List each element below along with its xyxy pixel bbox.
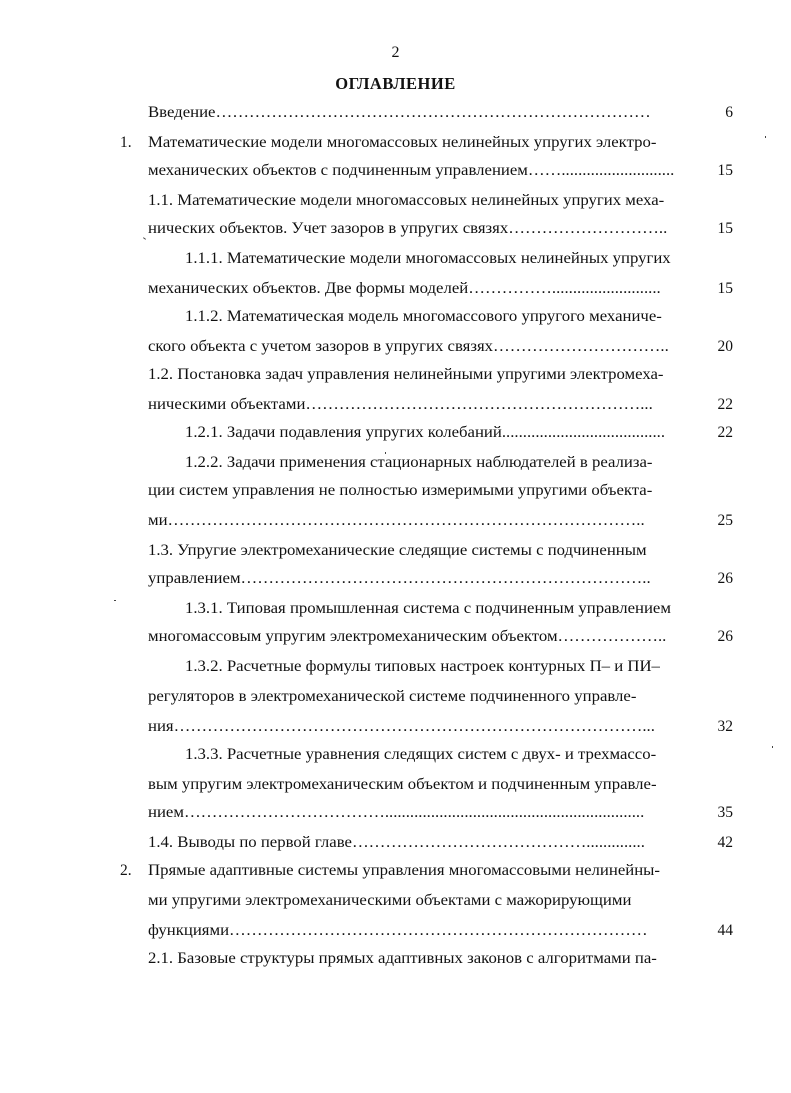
toc-entry-page: 35 — [717, 804, 733, 821]
toc-entry-line: многомассовым упругим электромеханическим объектом……………….. — [148, 628, 667, 645]
toc-entry-line: Прямые адаптивные системы управления многомассовыми нелинейны- — [148, 862, 661, 879]
toc-entry-page: 25 — [717, 512, 733, 529]
toc-entry-page: 42 — [717, 834, 733, 851]
toc-entry-page: 20 — [717, 338, 733, 355]
toc-entry-line: ническими объектами……………………………………………………... — [148, 396, 653, 413]
toc-title: ОГЛАВЛЕНИЕ — [335, 74, 456, 93]
toc-entry-line: управлением……………………………………………………………….. — [148, 570, 651, 587]
scan-speck — [114, 600, 116, 601]
toc-entry-line: механических объектов с подчиненным управлением……........................... — [148, 162, 675, 179]
scan-speck — [772, 746, 773, 748]
page-number: 2 — [391, 44, 400, 61]
toc-entry-line: 1.3.2. Расчетные формулы типовых настроек контурных П– и ПИ– — [185, 658, 660, 675]
toc-entry-line: 1.3.3. Расчетные уравнения следящих систем с двух- и трехмассо- — [185, 746, 657, 763]
scan-speck — [143, 237, 146, 240]
toc-entry-line: ния…………………………………………………………………………... — [148, 718, 655, 735]
toc-entry-line: 1.1.2. Математическая модель многомассового упругого механиче- — [185, 308, 662, 325]
toc-entry-page: 22 — [717, 424, 733, 441]
toc-entry-line: ции систем управления не полностью измеримыми упругими объекта- — [148, 482, 653, 499]
toc-entry-page: 32 — [717, 718, 733, 735]
toc-entry-line: ми………………………………………………………………………….. — [148, 512, 645, 529]
toc-entry-line: нических объектов. Учет зазоров в упругих связях……………………….. — [148, 220, 668, 237]
toc-entry-line: 1.1.1. Математические модели многомассовых нелинейных упругих — [185, 250, 671, 267]
scan-speck — [765, 136, 766, 138]
toc-entry-line: 1.2.2. Задачи применения стационарных наблюдателей в реализа- — [185, 454, 653, 471]
toc-entry-page: 6 — [725, 104, 733, 121]
toc-entry-page: 26 — [717, 628, 733, 645]
toc-entry-line: Математические модели многомассовых нелинейных упругих электро- — [148, 134, 657, 151]
toc-entry-line: ского объекта с учетом зазоров в упругих связях………………………….. — [148, 338, 669, 355]
toc-entry-line: 1.1. Математические модели многомассовых нелинейных упругих меха- — [148, 192, 665, 209]
toc-entry-page: 26 — [717, 570, 733, 587]
toc-entry-line: вым упругим электромеханическим объектом и подчиненным управле- — [148, 776, 657, 793]
scan-speck — [385, 452, 386, 454]
toc-entry-line: 1.2.1. Задачи подавления упругих колебаний....................................... — [185, 424, 666, 441]
toc-entry-line: 2.1. Базовые структуры прямых адаптивных законов с алгоритмами па- — [148, 950, 657, 967]
toc-entry-page: 22 — [717, 396, 733, 413]
toc-entry-number: 2. — [120, 862, 132, 879]
toc-entry-line: механических объектов. Две формы моделей…………….......................... — [148, 280, 661, 297]
toc-entry-line: функциями………………………………………………………………… — [148, 922, 648, 939]
toc-entry-line: регуляторов в электромеханической системе подчиненного управле- — [148, 688, 637, 705]
toc-entry-page: 15 — [717, 162, 733, 179]
toc-entry-line: Введение…………………………………………………………………… — [148, 104, 651, 121]
toc-entry-page: 15 — [717, 280, 733, 297]
toc-entry-line: 1.2. Постановка задач управления нелинейными упругими электромеха- — [148, 366, 664, 383]
toc-entry-number: 1. — [120, 134, 132, 151]
toc-entry-page: 15 — [717, 220, 733, 237]
toc-entry-page: 44 — [717, 922, 733, 939]
toc-entry-line: 1.3.1. Типовая промышленная система с подчиненным управлением — [185, 600, 671, 617]
toc-entry-line: ми упругими электромеханическими объектами с мажорирующими — [148, 892, 632, 909]
toc-entry-line: нием……………………………….............................................................. — [148, 804, 645, 821]
toc-entry-line: 1.4. Выводы по первой главе…………………………………….............. — [148, 834, 645, 851]
toc-entry-line: 1.3. Упругие электромеханические следящие системы с подчиненным — [148, 542, 647, 559]
